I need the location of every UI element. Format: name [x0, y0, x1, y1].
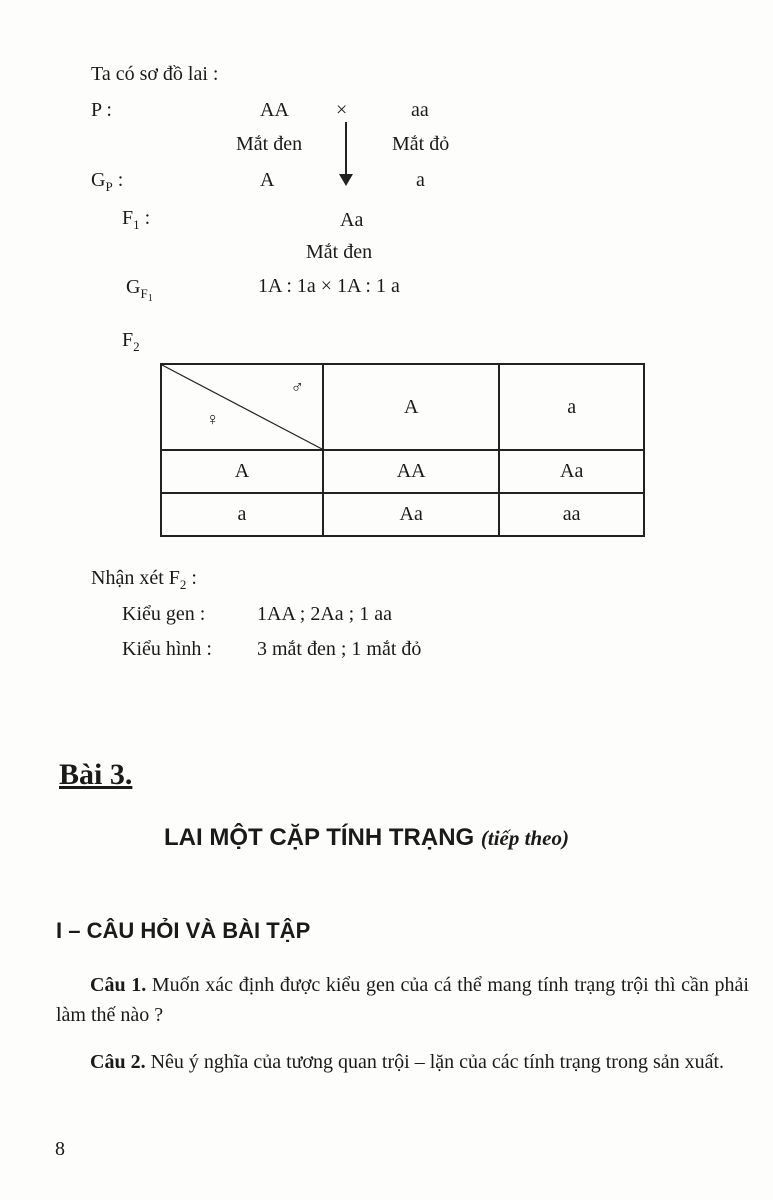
f2-label: $F_2$ — [122, 329, 140, 354]
phenotype-label: Kiểu hình : — [122, 638, 212, 660]
p-label: P : — [91, 99, 112, 121]
cross-arrow-line — [345, 122, 347, 178]
cross-symbol: × — [336, 99, 348, 121]
male-gamete-header: A — [323, 364, 499, 450]
gf1-label: $G_{F_1}$ — [126, 276, 153, 304]
question-1: Câu 1. Muốn xác định được kiểu gen của cá thể mang tính trạng trội thì cần phải làm thế nào ? — [56, 974, 749, 1026]
genotype-ratio: 1AA ; 2Aa ; 1 aa — [257, 603, 392, 625]
female-gamete-header: A — [161, 450, 323, 493]
gp-label: $G_P$ : — [91, 169, 124, 194]
male-gamete-header: a — [499, 364, 644, 450]
cross-arrow-head — [339, 174, 353, 186]
gp-right-gamete: a — [416, 169, 425, 191]
p-left-genotype: AA — [260, 99, 289, 121]
genotype-label: Kiểu gen : — [122, 603, 206, 625]
offspring-cell: AA — [323, 450, 499, 493]
gf1-gametes: 1A : 1a × 1A : 1 a — [258, 275, 400, 297]
f1-genotype: Aa — [340, 209, 364, 231]
intro-text: Ta có sơ đồ lai : — [91, 63, 219, 85]
offspring-cell: aa — [499, 493, 644, 536]
p-right-genotype: aa — [411, 99, 429, 121]
male-symbol: ♂ — [290, 377, 304, 397]
lesson-subtitle: (tiếp theo) — [480, 826, 569, 850]
offspring-cell: Aa — [323, 493, 499, 536]
female-gamete-header: a — [161, 493, 323, 536]
f1-label: $F_1$ : — [122, 207, 151, 232]
remarks-title: Nhận xét $F_2$ : — [91, 567, 197, 592]
section-heading: I – CÂU HỎI VÀ BÀI TẬP — [56, 918, 311, 943]
lesson-title: LAI MỘT CẶP TÍNH TRẠNG (tiếp theo) — [164, 824, 569, 851]
female-symbol: ♀ — [206, 409, 220, 429]
p-left-phenotype: Mắt đen — [236, 133, 303, 155]
offspring-cell: Aa — [499, 450, 644, 493]
question-2: Câu 2. Nêu ý nghĩa của tương quan trội – lặn của các tính trạng trong sản xuất. — [90, 1051, 725, 1073]
lesson-number: Bài 3. — [59, 758, 133, 791]
phenotype-ratio: 3 mắt đen ; 1 mắt đỏ — [257, 638, 422, 660]
p-right-phenotype: Mắt đỏ — [392, 133, 450, 155]
punnett-corner — [161, 364, 323, 450]
punnett-square — [160, 363, 645, 537]
f1-phenotype: Mắt đen — [306, 241, 373, 263]
page-number: 8 — [55, 1138, 65, 1160]
gp-left-gamete: A — [260, 169, 275, 191]
